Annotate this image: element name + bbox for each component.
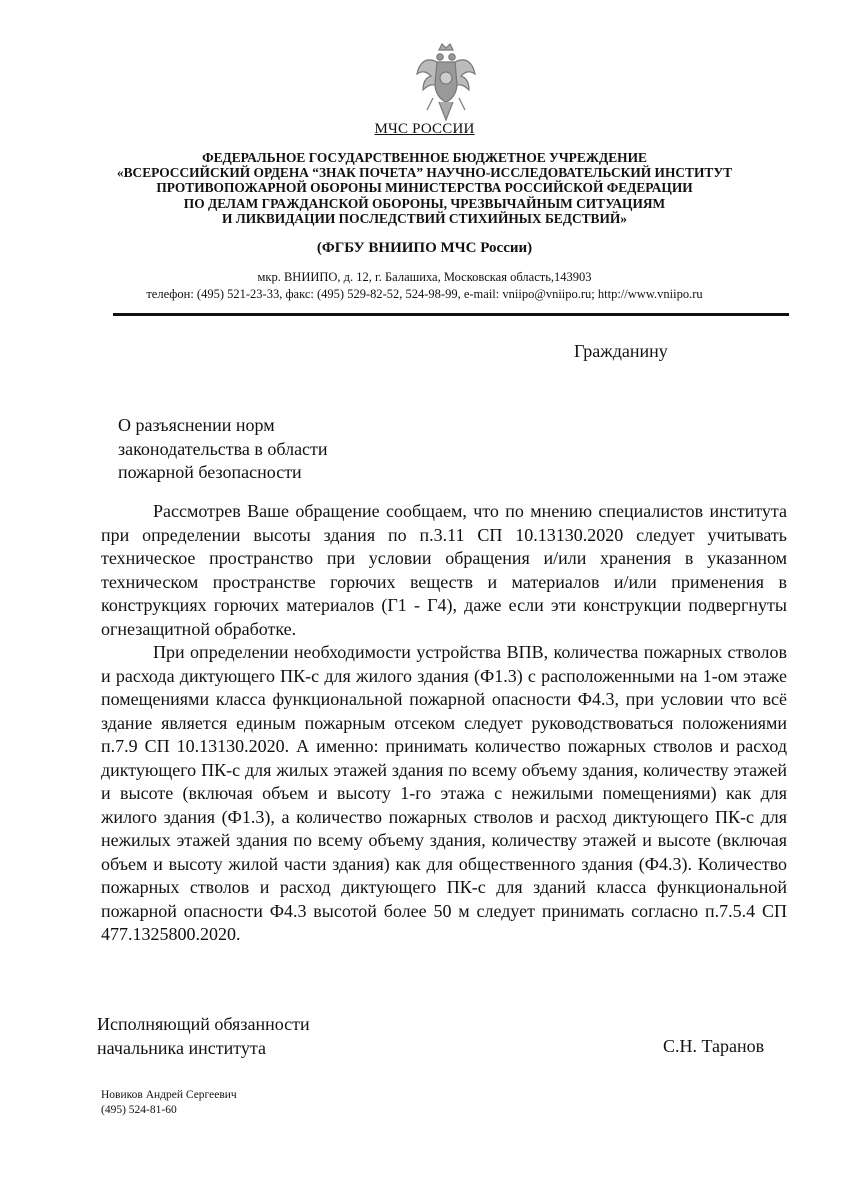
- contact-block: [40, 269, 809, 303]
- executor-phone: (495) 524-81-60: [101, 1104, 177, 1116]
- contact-details: телефон: (495) 521-23-33, факс: (495) 529-82-52, 524-98-99, e-mail: vniipo@vniipo.ru; http://www.vniipo.ru: [146, 287, 703, 301]
- header-divider: [113, 313, 789, 316]
- postal-address: мкр. ВНИИПО, д. 12, г. Балашиха, Московская область,143903: [257, 270, 592, 284]
- org-line: И ЛИКВИДАЦИИ ПОСЛЕДСТВИЙ СТИХИЙНЫХ БЕДСТВИЙ»: [221, 210, 627, 226]
- ministry-name: МЧС РОССИИ: [374, 121, 475, 137]
- org-line: ФЕДЕРАЛЬНОЕ ГОСУДАРСТВЕННОЕ БЮДЖЕТНОЕ УЧРЕЖДЕНИЕ: [202, 150, 647, 165]
- subject: [118, 414, 328, 485]
- signatory-name: С.Н. Таранов: [663, 1036, 765, 1056]
- emblem-icon: [415, 40, 477, 126]
- org-line: «ВСЕРОССИЙСКИЙ ОРДЕНА “ЗНАК ПОЧЕТА” НАУЧНО-ИССЛЕДОВАТЕЛЬСКИЙ ИНСТИТУТ: [116, 165, 733, 181]
- executor-block: [101, 1088, 237, 1118]
- signatory-position: [97, 1013, 310, 1060]
- paragraph: Рассмотрев Ваше обращение сообщаем, что по мнению специалистов института при определении высоты здания по п.3.11 СП 10.13130.2020 следует учитывать техническое пространство при условии обращения и/или хранения в указанном техническом пространстве горючих веществ и материалов и/или применения в конструкциях горючих материалов (Г1 - Г4), даже если эти конструкции подвергнуты огнезащитной обработке.: [101, 501, 787, 639]
- organization-abbreviation: (ФГБУ ВНИИПО МЧС России): [316, 240, 533, 256]
- executor-name: Новиков Андрей Сергеевич: [101, 1089, 237, 1101]
- addressee: Гражданину: [574, 341, 668, 361]
- subject-line: О разъяснении норм: [118, 415, 275, 435]
- position-line: Исполняющий обязанности: [97, 1014, 310, 1034]
- subject-line: пожарной безопасности: [118, 462, 302, 482]
- organization-name: [60, 150, 789, 226]
- subject-line: законодательства в области: [118, 438, 328, 459]
- org-line: ПРОТИВОПОЖАРНОЙ ОБОРОНЫ МИНИСТЕРСТВА РОССИЙСКОЙ ФЕДЕРАЦИИ: [156, 180, 693, 196]
- org-line: ПО ДЕЛАМ ГРАЖДАНСКОЙ ОБОРОНЫ, ЧРЕЗВЫЧАЙНЫМ СИТУАЦИЯМ: [183, 195, 666, 211]
- letter-body: [101, 500, 787, 947]
- paragraph: При определении необходимости устройства ВПВ, количества пожарных стволов и расхода диктующего ПК-с для жилого здания (Ф1.3) с расположенными на 1-ом этаже помещениями класса функциональной пожарной опасности Ф4.3, при условии что всё здание является единым пожарным отсеком следует руководствоваться положениями п.7.9 СП 10.13130.2020. А именно: принимать количество пожарных стволов и расход диктующего ПК-с для жилых этажей здания по всему объему здания, количеству этажей и высоте (включая объем и высоту 1-го этажа с нежилыми помещениями) как для жилого здания (Ф1.3), а количество пожарных стволов и расход диктующего ПК-с для нежилых этажей здания по всему объему здания, количеству этажей и высоте (включая объем и высоту жилой части здания) как для общественного здания (Ф4.3). Количество пожарных стволов и расход диктующего ПК-с для зданий класса функциональной пожарной опасности Ф4.3 высотой более 50 м следует принимать согласно п.7.5.4 СП 477.1325800.2020.: [101, 642, 787, 944]
- position-line: начальника института: [97, 1037, 266, 1058]
